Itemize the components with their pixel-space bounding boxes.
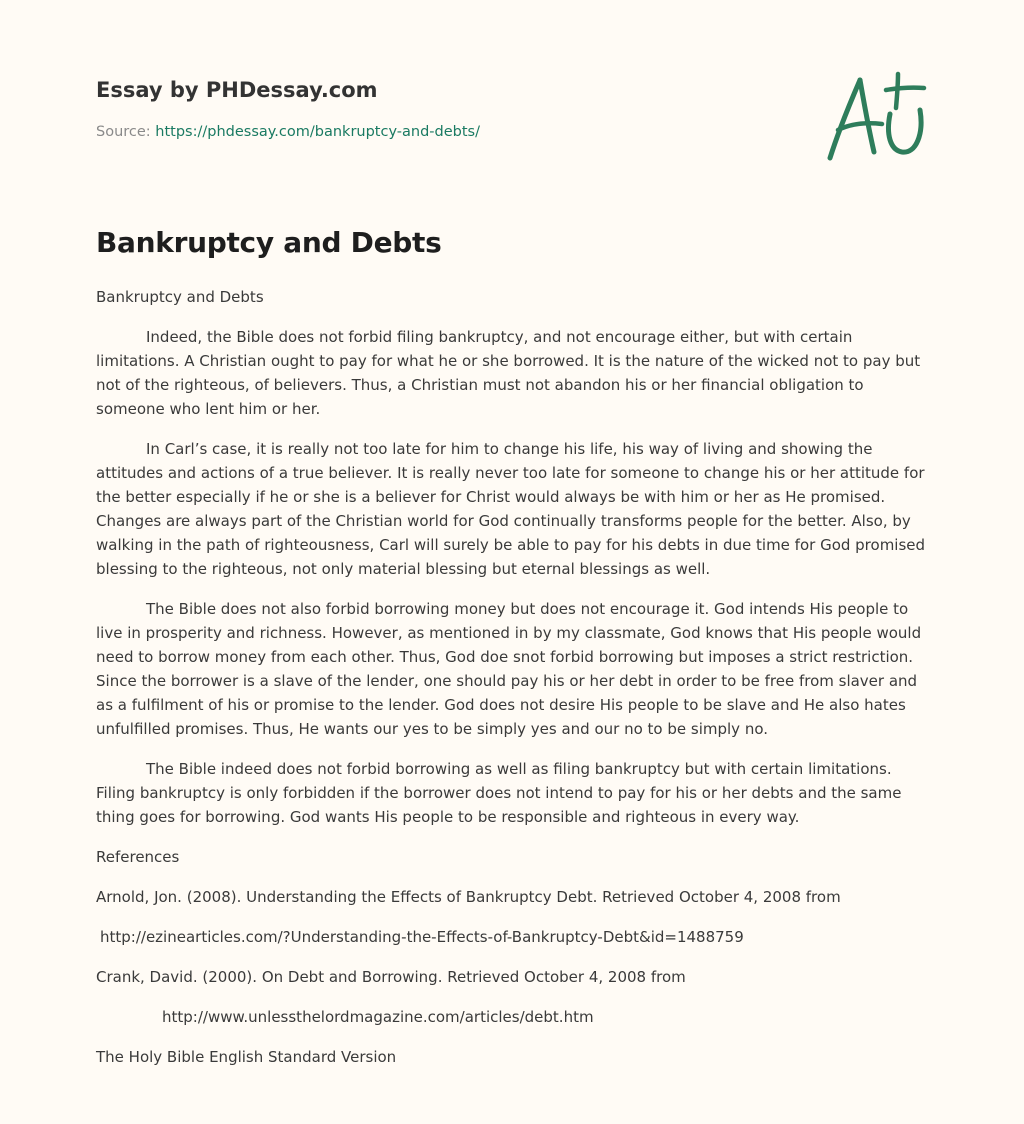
paragraph: In Carl’s case, it is really not too late for him to change his life, his way of living and showing the attitudes and actions of a true believer. It is really never too late for someone to change his or her attitude for the better especially if he or she is a believer for Christ would always be with him or her as He promised. Changes are always part of the Christian world for God continually transforms people for the better. Also, by walking in the path of righteousness, Carl will surely be able to pay for his debts in due time for God promised blessing to the righteous, not only material blessing but eternal blessings as well. [96, 440, 926, 578]
references-heading: References [96, 848, 180, 866]
paragraph: The Bible does not also forbid borrowing money but does not encourage it. God intends His people to live in prosperity and richness. However, as mentioned in by my classmate, God knows that His people would need to borrow money from each other. Thus, God doe snot forbid borrowing but imposes a strict restriction. Since the borrower is a slave of the lender, one should pay his or her debt in order to be free from slaver and as a fulfilment of his or promise to the lender. God does not desire His people to be slave and He also hates unfulfilled promises. Thus, He wants our yes to be simply yes and our no to be simply no. [96, 600, 922, 738]
reference-entry: The Holy Bible English Standard Version [96, 1048, 397, 1066]
source-label: Source: [96, 124, 151, 140]
site-title: Essay by PHDessay.com [96, 78, 378, 102]
logo-a-right-stroke [860, 80, 874, 152]
paragraph: The Bible indeed does not forbid borrowing as well as filing bankruptcy but with certain limitations. Filing bankruptcy is only forbidden if the borrower does not intend to pay for his or her debts and the same thing goes for borrowing. God wants His people to be responsible and righteous in every way. [96, 760, 902, 826]
reference-url: http://ezinearticles.com/?Understanding-the-Effects-of-Bankruptcy-Debt&id=1488759 [100, 928, 744, 946]
essay-body [96, 285, 932, 1085]
logo-a-left-stroke [830, 80, 860, 158]
reference-entry: Arnold, Jon. (2008). Understanding the Effects of Bankruptcy Debt. Retrieved October 4, 2008 from [96, 888, 841, 906]
logo-u-loop [889, 110, 922, 152]
source-line [96, 124, 480, 140]
logo-plus-horizontal [886, 88, 924, 90]
paragraph: Indeed, the Bible does not forbid filing bankruptcy, and not encourage either, but with certain limitations. A Christian ought to pay for what he or she borrowed. It is the nature of the wicked not to pay but not of the righteous, of believers. Thus, a Christian must not abandon his or her financial obligation to someone who lent him or her. [96, 328, 921, 418]
logo-plus-vertical [896, 74, 898, 108]
source-link[interactable]: https://phdessay.com/bankruptcy-and-debts/ [155, 124, 480, 140]
a-plus-logo-icon [824, 68, 928, 168]
essay-subtitle: Bankruptcy and Debts [96, 288, 264, 306]
logo-a-crossbar [838, 123, 882, 130]
reference-entry: Crank, David. (2000). On Debt and Borrowing. Retrieved October 4, 2008 from [96, 968, 686, 986]
reference-url: http://www.unlessthelordmagazine.com/articles/debt.htm [162, 1008, 594, 1026]
essay-title: Bankruptcy and Debts [96, 226, 442, 259]
